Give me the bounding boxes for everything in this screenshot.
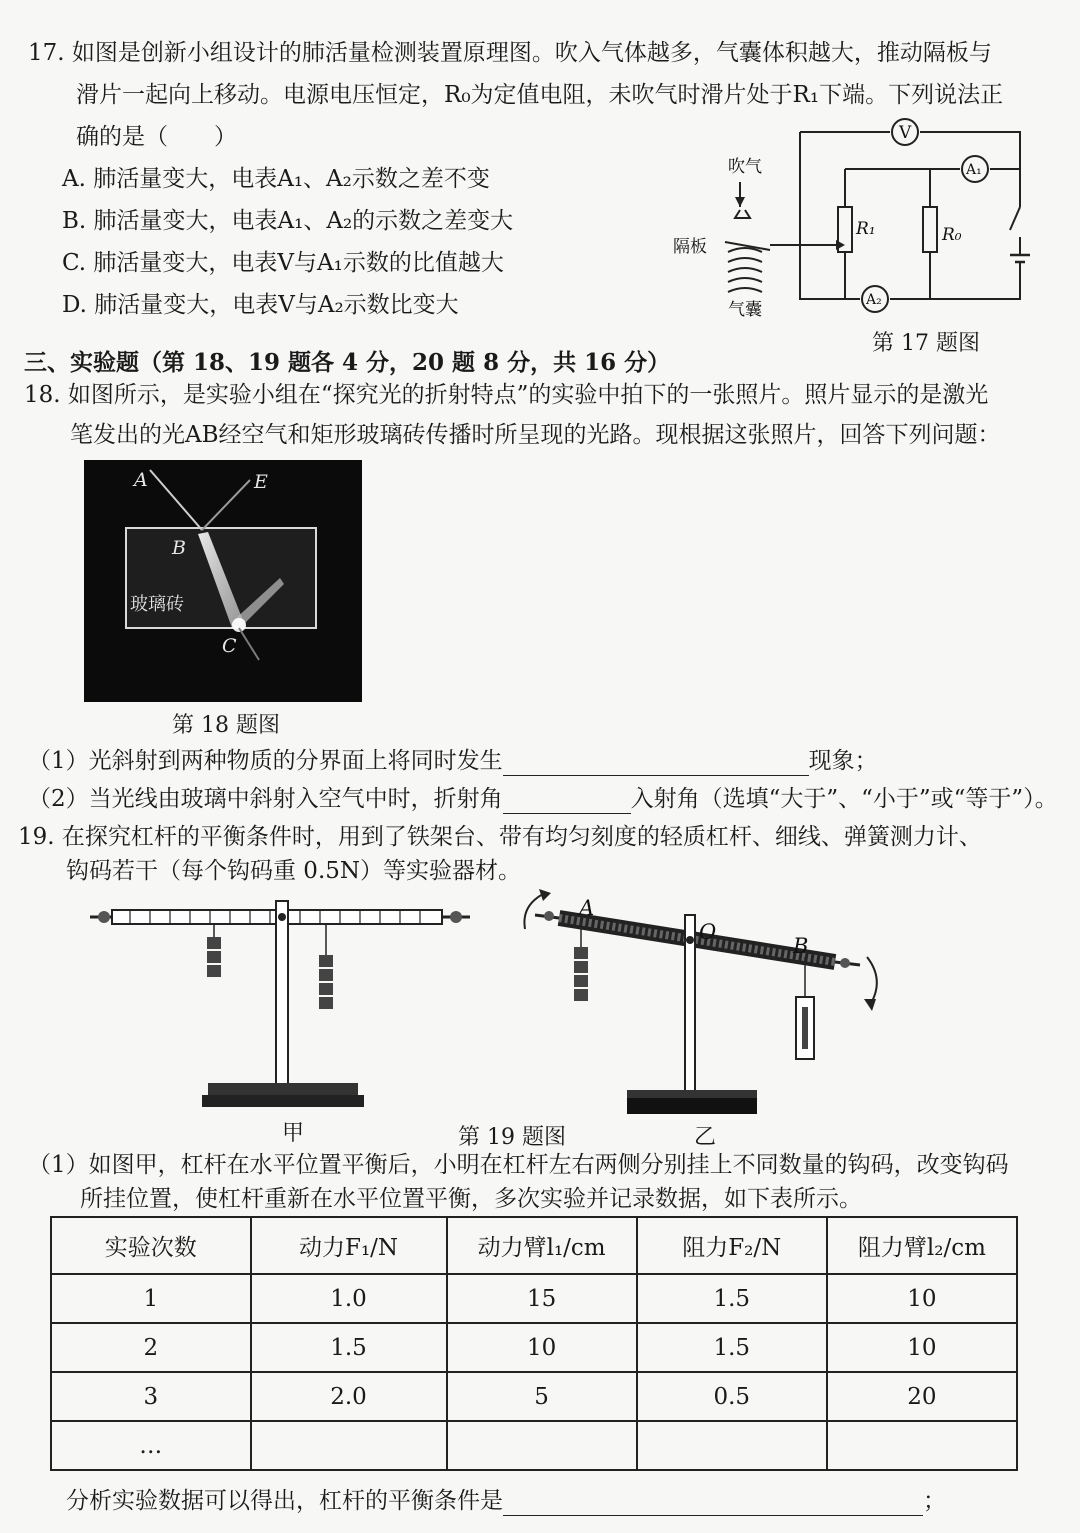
q18-sub2 (28, 784, 1058, 814)
q17-option-a[interactable]: A. 肺活量变大，电表A₁、A₂示数之差不变 (62, 166, 490, 192)
q18-figure-caption: 第 18 题图 (172, 713, 280, 738)
table-cell: 10 (827, 1274, 1017, 1323)
table-cell: 3 (51, 1372, 251, 1421)
table-cell: 10 (447, 1323, 637, 1372)
ammeter-a1-label: A₁ (966, 162, 982, 178)
q17-option-d[interactable]: D. 肺活量变大，电表V与A₂示数比变大 (62, 292, 459, 318)
q19-data-table (50, 1216, 1018, 1471)
q17-option-b[interactable]: B. 肺活量变大，电表A₁、A₂的示数之差变大 (62, 208, 514, 234)
table-cell (447, 1421, 637, 1470)
table-cell: 1.5 (251, 1323, 447, 1372)
q19-conclusion (66, 1486, 946, 1516)
section-3-heading: 三、实验题（第 18、19 题各 4 分，20 题 8 分，共 16 分） (24, 349, 671, 376)
q18-sub2-suffix: 入射角（选填“大于”、“小于”或“等于”）。 (630, 786, 1058, 812)
table-row (51, 1421, 1017, 1470)
table-cell (251, 1421, 447, 1470)
q17-line-3: 确的是（ ） (76, 124, 237, 150)
q18-sub1-suffix: 现象； (808, 748, 878, 774)
table-cell: 1.5 (637, 1274, 827, 1323)
resistor-r0-label: R₀ (942, 225, 962, 245)
photo-label-a: A (134, 469, 148, 491)
q18-line-2: 笔发出的光AB经空气和矩形玻璃砖传播时所呈现的光路。现根据这张照片，回答下列问题： (70, 422, 1001, 448)
q19-figure-caption: 第 19 题图 (458, 1125, 566, 1150)
q17-option-c[interactable]: C. 肺活量变大，电表V与A₁示数的比值越大 (62, 250, 504, 276)
table-header-cell: 阻力臂l₂/cm (827, 1217, 1017, 1274)
q19-conclusion-prompt: 分析实验数据可以得出，杠杆的平衡条件是 (66, 1488, 503, 1514)
table-header-cell: 动力F₁/N (251, 1217, 447, 1274)
q18-refraction-photo (84, 460, 362, 702)
plate-label: 隔板 (673, 237, 707, 257)
table-header-row (51, 1217, 1017, 1274)
table-cell: 2 (51, 1323, 251, 1372)
lever-pivot-o-label: O (699, 920, 717, 944)
photo-label-e: E (254, 471, 268, 493)
table-header-cell: 阻力F₂/N (637, 1217, 827, 1274)
q18-sub1 (28, 746, 878, 776)
photo-label-glass: 玻璃砖 (130, 594, 184, 615)
q17-line-1: 17. 如图是创新小组设计的肺活量检测装置原理图。吹入气体越多，气囊体积越大，推动隔板与 (28, 40, 992, 66)
q19-line-2: 钩码若干（每个钩码重 0.5N）等实验器材。 (66, 858, 522, 884)
q19-conclusion-answer-blank[interactable] (503, 1491, 923, 1516)
q17-line-2: 滑片一起向上移动。电源电压恒定，R₀为定值电阻，未吹气时滑片处于R₁下端。下列说法正 (76, 82, 1004, 108)
q19-sub1-line-2: 所挂位置，使杠杆重新在水平位置平衡，多次实验并记录数据，如下表所示。 (80, 1186, 862, 1212)
q19-line-1: 19. 在探究杠杆的平衡条件时，用到了铁架台、带有均匀刻度的轻质杠杆、细线、弹簧测力计、 (18, 824, 982, 850)
ammeter-a2-label: A₂ (866, 292, 882, 308)
q19-label-jia: 甲 (282, 1121, 305, 1146)
table-cell: … (51, 1421, 251, 1470)
q18-line-1: 18. 如图所示，是实验小组在“探究光的折射特点”的实验中拍下的一张照片。照片显示的是激光 (24, 382, 989, 408)
table-cell: 15 (447, 1274, 637, 1323)
lever-point-a-label: A (579, 896, 595, 920)
table-row (51, 1323, 1017, 1372)
photo-label-b: B (172, 537, 186, 559)
table-row (51, 1372, 1017, 1421)
resistor-r1-label: R₁ (856, 219, 876, 239)
q18-sub1-answer-blank[interactable] (503, 751, 809, 776)
blow-label: 吹气 (728, 157, 762, 177)
table-header-cell: 动力臂l₁/cm (447, 1217, 637, 1274)
table-cell: 1.0 (251, 1274, 447, 1323)
q17-figure-caption: 第 17 题图 (872, 331, 980, 356)
table-row (51, 1274, 1017, 1323)
table-cell: 1 (51, 1274, 251, 1323)
airbag-label: 气囊 (728, 300, 762, 320)
table-cell: 0.5 (637, 1372, 827, 1421)
table-cell: 1.5 (637, 1323, 827, 1372)
q17-circuit-diagram (670, 112, 1050, 327)
table-cell: 2.0 (251, 1372, 447, 1421)
q18-sub2-prompt: （2）当光线由玻璃中斜射入空气中时，折射角 (28, 786, 503, 812)
lever-point-b-label: B (793, 934, 809, 958)
table-cell: 10 (827, 1323, 1017, 1372)
table-cell (827, 1421, 1017, 1470)
table-cell: 5 (447, 1372, 637, 1421)
q19-lever-figure-jia (90, 895, 480, 1125)
table-cell: 20 (827, 1372, 1017, 1421)
q18-sub1-prompt: （1）光斜射到两种物质的分界面上将同时发生 (28, 748, 503, 774)
voltmeter-label: V (899, 123, 912, 143)
q18-sub2-answer-blank[interactable] (503, 789, 631, 814)
q19-conclusion-suffix: ； (923, 1488, 946, 1514)
q19-sub1-line-1: （1）如图甲，杠杆在水平位置平衡后，小明在杠杆左右两侧分别挂上不同数量的钩码，改变钩码 (28, 1152, 1009, 1178)
photo-label-c: C (222, 635, 237, 657)
table-cell (637, 1421, 827, 1470)
q19-lever-figure-yi (515, 885, 895, 1125)
table-header-cell: 实验次数 (51, 1217, 251, 1274)
q19-label-yi: 乙 (694, 1125, 717, 1150)
